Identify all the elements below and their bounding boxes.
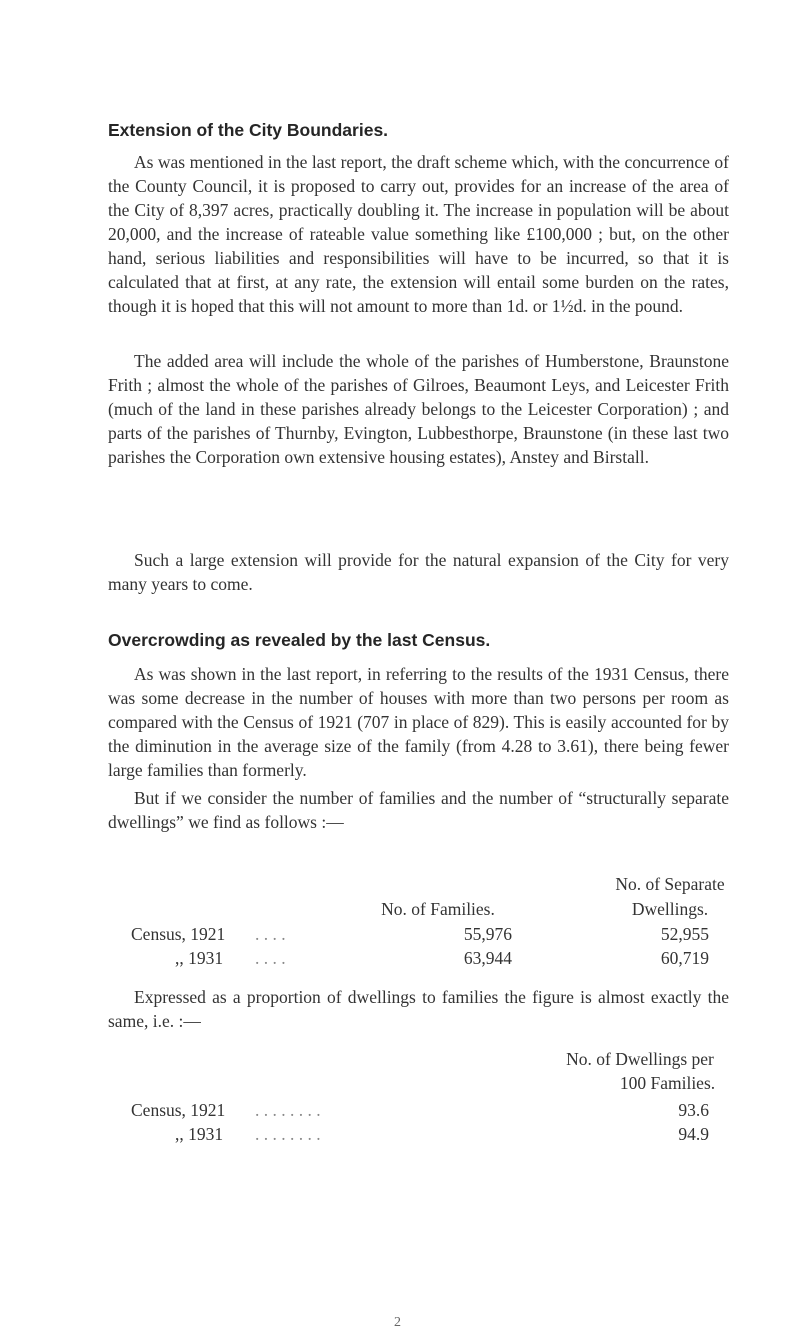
- families-value: 55,976: [463, 924, 512, 944]
- dwellings-value: 52,955: [660, 924, 709, 944]
- paragraph-added-area: The added area will include the whole of the parishes of Humberstone, Braunstone Frith ; almost the whole of the parishes of Gilroes, Beaumont Leys, and Leicester Frith (much of the land in these parishes already belongs to the Leicester Corporation) ; and parts of the parishes of Thurnby, Evington, Lubbesthorpe, Braunstone (in these last two parishes the Corporation own extensive housing estates), Anstey and Birstall.: [108, 351, 729, 467]
- heading-overcrowding: Overcrowding as revealed by the last Census.: [108, 630, 491, 650]
- leader-dots: . . . .: [255, 924, 286, 944]
- row-label: Census, 1921: [131, 924, 226, 944]
- header-dwellings-per-line1: No. of Dwellings per: [566, 1049, 714, 1069]
- header-dwellings-per-line2: 100 Families.: [619, 1073, 716, 1093]
- row-label: Census, 1921: [131, 1100, 226, 1120]
- dwellings-per-100-value: 93.6: [678, 1100, 709, 1120]
- paragraph-extension: As was mentioned in the last report, the draft scheme which, with the concurrence of the County Council, it is proposed to carry out, provides for an increase of the area of the City of 8,397 acres, practically doubling it. The increase in population will be about 20,000, and the increase of rateable value something like £100,000 ; but, on the other hand, serious liabilities and responsibilities will have to be incurred, so that it is calculated that at first, at any rate, the extension will entail some burden on the rates, though it is hoped that this will not amount to more than 1d. or 1½d. in the pound.: [108, 152, 729, 316]
- dwellings-value: 60,719: [660, 948, 709, 968]
- paragraph-families-dwellings: But if we consider the number of families and the number of “structurally separate dwellings” we find as follows :—: [108, 788, 729, 832]
- row-label: ,, 1931: [175, 1124, 224, 1144]
- page-number: 2: [394, 1315, 401, 1330]
- header-dwellings-line1: No. of Separate: [615, 874, 725, 894]
- heading-city-boundaries: Extension of the City Boundaries.: [108, 120, 389, 140]
- leader-dots: . . . . . . . .: [255, 1100, 321, 1120]
- leader-dots: . . . .: [255, 948, 286, 968]
- paragraph-census-results: As was shown in the last report, in referring to the results of the 1931 Census, there was some decrease in the number of houses with more than two persons per room as compared with the Census of 1921 (707 in place of 829). This is easily accounted for by the diminution in the average size of the family (from 4.28 to 3.61), there being fewer large families than formerly.: [108, 664, 729, 780]
- row-label: ,, 1931: [175, 948, 224, 968]
- header-families: No. of Families.: [381, 899, 495, 919]
- dwellings-per-100-value: 94.9: [678, 1124, 709, 1144]
- paragraph-natural-expansion: Such a large extension will provide for the natural expansion of the City for very many years to come.: [108, 550, 729, 594]
- paragraph-proportion: Expressed as a proportion of dwellings to families the figure is almost exactly the same, i.e. :—: [108, 987, 729, 1031]
- families-value: 63,944: [463, 948, 512, 968]
- header-dwellings-line2: Dwellings.: [631, 899, 709, 919]
- leader-dots: . . . . . . . .: [255, 1124, 321, 1144]
